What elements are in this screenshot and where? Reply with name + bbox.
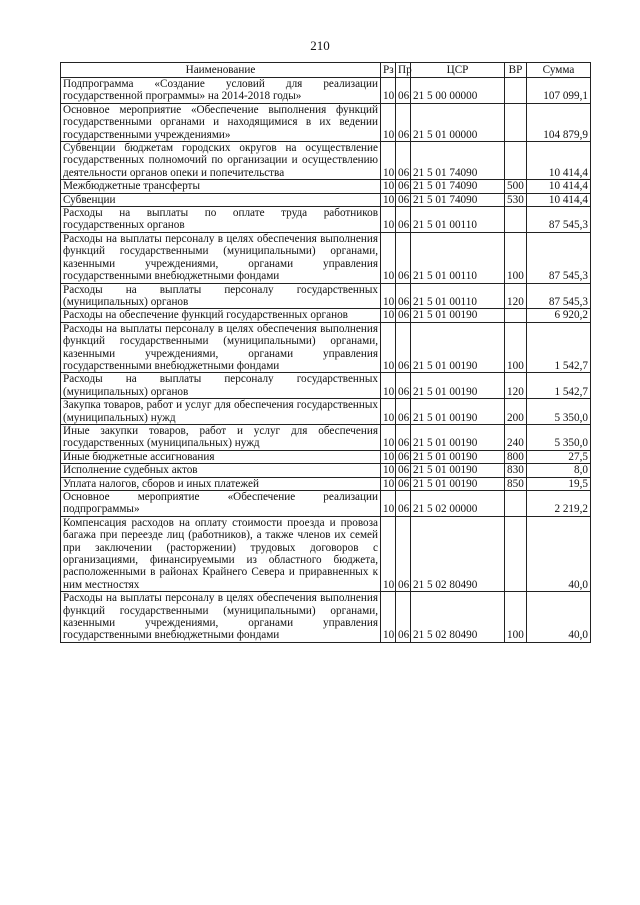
cell-pr: 06	[396, 373, 411, 399]
cell-csr: 21 5 01 00110	[411, 232, 505, 283]
cell-pr: 06	[396, 399, 411, 425]
cell-sum: 1 542,7	[527, 373, 591, 399]
cell-csr: 21 5 01 74090	[411, 180, 505, 193]
cell-rz: 10	[381, 232, 396, 283]
table-body	[61, 78, 591, 643]
cell-name: Расходы на выплаты персоналу в целях обеспечения выполнения функций государственными (муниципальными) органами, казенными учреждениями, органами управления государственными внебюджетными фондами	[61, 232, 381, 283]
cell-csr: 21 5 00 00000	[411, 78, 505, 104]
cell-pr: 06	[396, 309, 411, 322]
table-row	[61, 373, 591, 399]
cell-rz: 10	[381, 193, 396, 206]
header-csr: ЦСР	[411, 63, 505, 78]
cell-csr: 21 5 02 80490	[411, 592, 505, 643]
cell-pr: 06	[396, 491, 411, 517]
cell-vr: 100	[505, 232, 527, 283]
cell-vr: 200	[505, 399, 527, 425]
cell-pr: 06	[396, 193, 411, 206]
table-row	[61, 491, 591, 517]
cell-pr: 06	[396, 103, 411, 141]
cell-sum: 27,5	[527, 450, 591, 463]
cell-sum: 87 545,3	[527, 207, 591, 233]
cell-vr: 100	[505, 592, 527, 643]
table-row	[61, 309, 591, 322]
cell-csr: 21 5 01 00190	[411, 464, 505, 477]
cell-name: Основное мероприятие «Обеспечение выполнения функций государственными органами и находящимися в их ведении государственными учреждениями»	[61, 103, 381, 141]
cell-sum: 107 099,1	[527, 78, 591, 104]
cell-vr: 830	[505, 464, 527, 477]
cell-sum: 8,0	[527, 464, 591, 477]
cell-vr	[505, 78, 527, 104]
cell-csr: 21 5 01 00190	[411, 309, 505, 322]
header-sum: Сумма	[527, 63, 591, 78]
cell-sum: 87 545,3	[527, 232, 591, 283]
cell-pr: 06	[396, 207, 411, 233]
cell-rz: 10	[381, 516, 396, 591]
cell-sum: 104 879,9	[527, 103, 591, 141]
cell-vr: 240	[505, 424, 527, 450]
cell-name: Подпрограмма «Создание условий для реализации государственной программы» на 2014-2018 годы»	[61, 78, 381, 104]
cell-rz: 10	[381, 373, 396, 399]
cell-rz: 10	[381, 450, 396, 463]
cell-sum: 10 414,4	[527, 142, 591, 180]
cell-vr	[505, 491, 527, 517]
budget-table	[60, 62, 591, 643]
cell-csr: 21 5 01 00190	[411, 322, 505, 373]
cell-rz: 10	[381, 283, 396, 309]
cell-rz: 10	[381, 78, 396, 104]
cell-csr: 21 5 02 80490	[411, 516, 505, 591]
cell-rz: 10	[381, 180, 396, 193]
cell-vr	[505, 207, 527, 233]
cell-csr: 21 5 01 00190	[411, 450, 505, 463]
cell-pr: 06	[396, 464, 411, 477]
cell-pr: 06	[396, 424, 411, 450]
cell-rz: 10	[381, 399, 396, 425]
cell-pr: 06	[396, 142, 411, 180]
cell-pr: 06	[396, 232, 411, 283]
cell-rz: 10	[381, 142, 396, 180]
cell-name: Субвенции	[61, 193, 381, 206]
cell-csr: 21 5 01 74090	[411, 193, 505, 206]
cell-pr: 06	[396, 516, 411, 591]
cell-name: Расходы на обеспечение функций государственных органов	[61, 309, 381, 322]
cell-rz: 10	[381, 491, 396, 517]
cell-name: Иные бюджетные ассигнования	[61, 450, 381, 463]
cell-sum: 10 414,4	[527, 180, 591, 193]
table-row	[61, 180, 591, 193]
cell-name: Иные закупки товаров, работ и услуг для обеспечения государственных (муниципальных) нужд	[61, 424, 381, 450]
cell-pr: 06	[396, 477, 411, 490]
cell-vr: 120	[505, 373, 527, 399]
cell-pr: 06	[396, 180, 411, 193]
cell-name: Субвенции бюджетам городских округов на осуществление государственных полномочий по организации и осуществлению деятельности органов опеки и попечительства	[61, 142, 381, 180]
cell-vr: 100	[505, 322, 527, 373]
page-number: 210	[310, 38, 330, 53]
table-row	[61, 477, 591, 490]
header-vr: ВР	[505, 63, 527, 78]
cell-csr: 21 5 01 00190	[411, 373, 505, 399]
cell-csr: 21 5 01 74090	[411, 142, 505, 180]
cell-csr: 21 5 01 00190	[411, 424, 505, 450]
cell-pr: 06	[396, 78, 411, 104]
cell-csr: 21 5 02 00000	[411, 491, 505, 517]
cell-sum: 6 920,2	[527, 309, 591, 322]
table-row	[61, 464, 591, 477]
cell-vr: 530	[505, 193, 527, 206]
cell-vr	[505, 103, 527, 141]
cell-vr: 800	[505, 450, 527, 463]
cell-sum: 5 350,0	[527, 399, 591, 425]
cell-sum: 40,0	[527, 592, 591, 643]
table-row	[61, 78, 591, 104]
cell-vr	[505, 516, 527, 591]
cell-rz: 10	[381, 207, 396, 233]
cell-sum: 10 414,4	[527, 193, 591, 206]
table-row	[61, 322, 591, 373]
cell-sum: 40,0	[527, 516, 591, 591]
cell-csr: 21 5 01 00190	[411, 477, 505, 490]
cell-sum: 2 219,2	[527, 491, 591, 517]
cell-pr: 06	[396, 592, 411, 643]
cell-name: Закупка товаров, работ и услуг для обеспечения государственных (муниципальных) нужд	[61, 399, 381, 425]
table-row	[61, 424, 591, 450]
cell-name: Расходы на выплаты персоналу в целях обеспечения выполнения функций государственными (муниципальными) органами, казенными учреждениями, органами управления государственными внебюджетными фондами	[61, 592, 381, 643]
cell-csr: 21 5 01 00110	[411, 207, 505, 233]
table-header-row	[61, 63, 591, 78]
cell-csr: 21 5 01 00000	[411, 103, 505, 141]
cell-name: Расходы на выплаты персоналу в целях обеспечения выполнения функций государственными (муниципальными) органами, казенными учреждениями, органами управления государственными внебюджетными фондами	[61, 322, 381, 373]
cell-name: Компенсация расходов на оплату стоимости проезда и провоза багажа при переезде лиц (работников), а также членов их семей при заключении (расторжении) трудовых договоров с организациями, финансируемыми из областного бюджета, расположенными в районах Крайнего Севера и приравненных к ним местностях	[61, 516, 381, 591]
cell-rz: 10	[381, 322, 396, 373]
cell-name: Исполнение судебных актов	[61, 464, 381, 477]
header-rz: Рз	[381, 63, 396, 78]
cell-name: Уплата налогов, сборов и иных платежей	[61, 477, 381, 490]
cell-name: Расходы на выплаты по оплате труда работников государственных органов	[61, 207, 381, 233]
cell-rz: 10	[381, 309, 396, 322]
cell-name: Расходы на выплаты персоналу государственных (муниципальных) органов	[61, 373, 381, 399]
table-row	[61, 283, 591, 309]
table-row	[61, 193, 591, 206]
cell-name: Межбюджетные трансферты	[61, 180, 381, 193]
table-row	[61, 232, 591, 283]
cell-rz: 10	[381, 477, 396, 490]
cell-vr	[505, 309, 527, 322]
table-row	[61, 592, 591, 643]
cell-pr: 06	[396, 450, 411, 463]
table-row	[61, 103, 591, 141]
table-row	[61, 516, 591, 591]
header-pr: Пр	[396, 63, 411, 78]
cell-pr: 06	[396, 322, 411, 373]
cell-rz: 10	[381, 592, 396, 643]
header-name: Наименование	[61, 63, 381, 78]
cell-name: Основное мероприятие «Обеспечение реализации подпрограммы»	[61, 491, 381, 517]
cell-vr	[505, 142, 527, 180]
cell-name: Расходы на выплаты персоналу государственных (муниципальных) органов	[61, 283, 381, 309]
cell-rz: 10	[381, 464, 396, 477]
table-row	[61, 142, 591, 180]
cell-sum: 87 545,3	[527, 283, 591, 309]
table-row	[61, 399, 591, 425]
cell-vr: 120	[505, 283, 527, 309]
cell-rz: 10	[381, 424, 396, 450]
cell-vr: 850	[505, 477, 527, 490]
cell-pr: 06	[396, 283, 411, 309]
cell-vr: 500	[505, 180, 527, 193]
cell-sum: 1 542,7	[527, 322, 591, 373]
cell-csr: 21 5 01 00190	[411, 399, 505, 425]
cell-csr: 21 5 01 00110	[411, 283, 505, 309]
cell-sum: 5 350,0	[527, 424, 591, 450]
table-row	[61, 450, 591, 463]
cell-rz: 10	[381, 103, 396, 141]
cell-sum: 19,5	[527, 477, 591, 490]
table-row	[61, 207, 591, 233]
